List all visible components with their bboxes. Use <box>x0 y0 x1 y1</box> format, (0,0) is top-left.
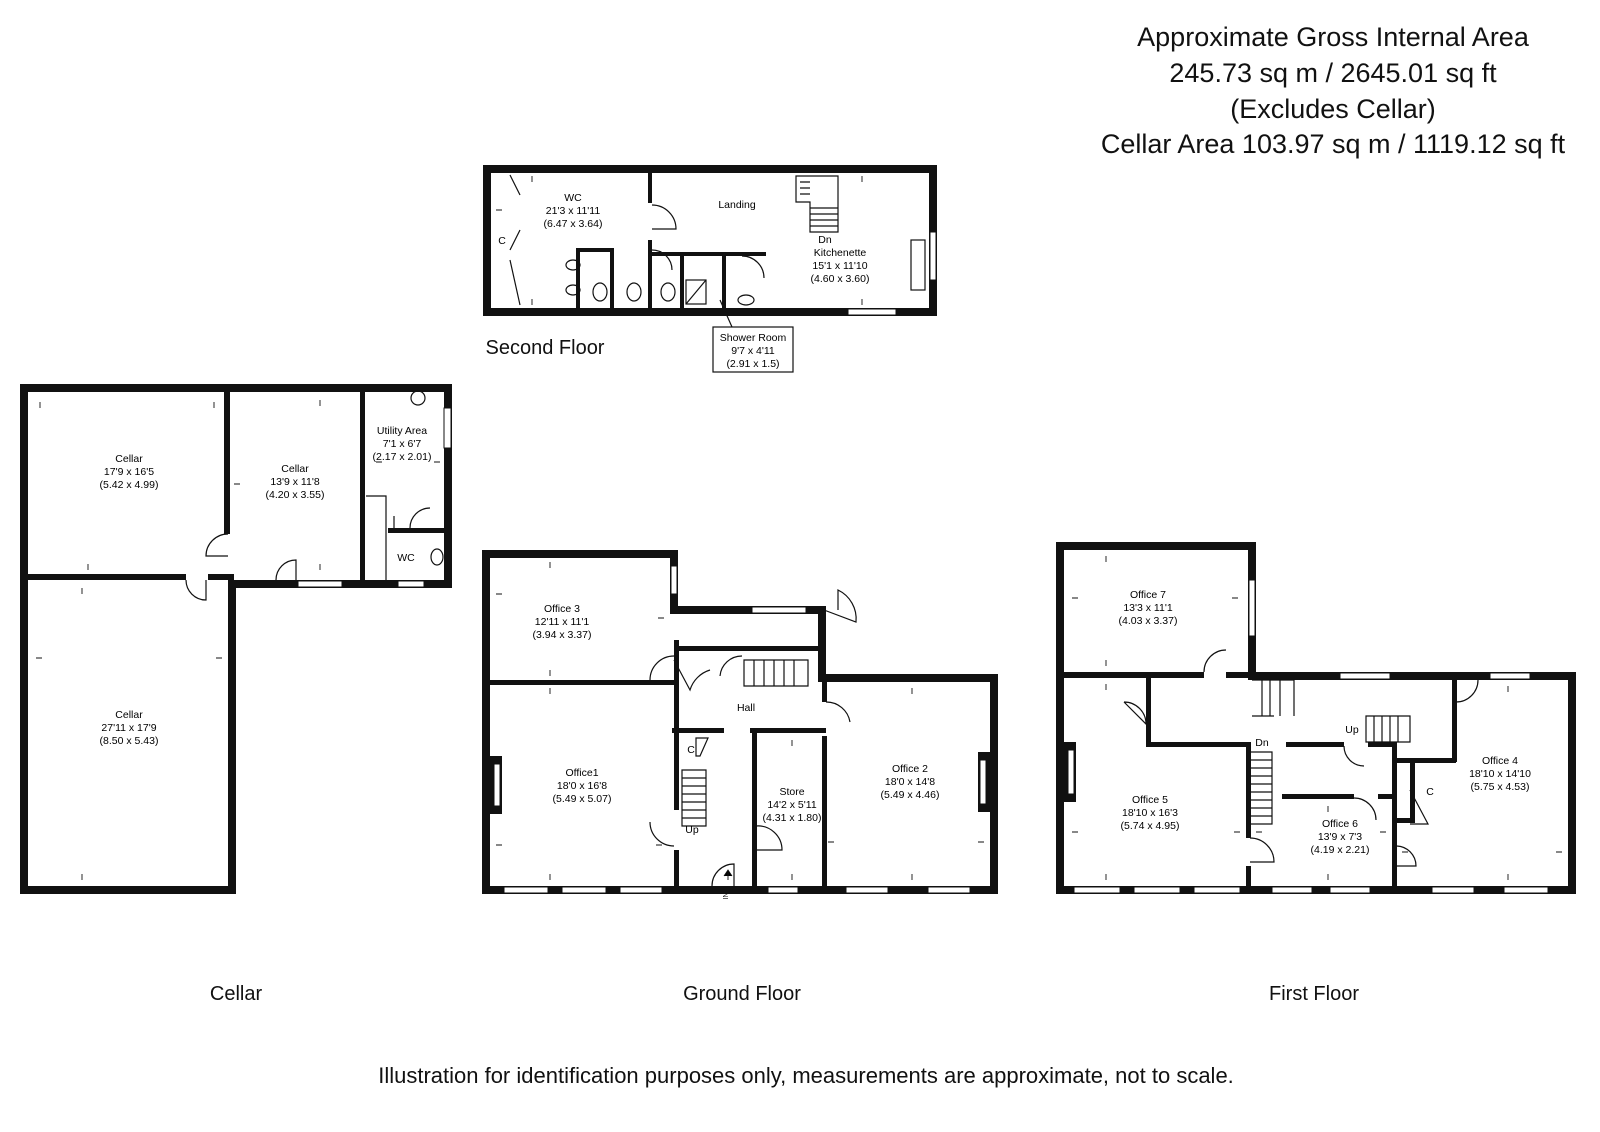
area-line-2: 245.73 sq m / 2645.01 sq ft <box>1169 58 1497 88</box>
hall-label: Hall <box>736 702 756 714</box>
office4-metric: (5.75 x 4.53) <box>1470 781 1530 793</box>
sf-dn-label: Dn <box>818 234 832 246</box>
office5-imperial: 18'10 x 16'3 <box>1122 807 1178 819</box>
ground-floor-plan <box>482 550 998 900</box>
office3-imperial: 12'11 x 11'1 <box>534 616 590 628</box>
cellar-wc-label: WC <box>397 552 415 564</box>
cellar-title: Cellar <box>209 983 263 1005</box>
gf-cupboard-label: C <box>687 744 695 756</box>
office1-name: Office1 <box>565 767 599 779</box>
office2-imperial: 18'0 x 14'8 <box>884 776 936 788</box>
ff-cupboard-label: C <box>1426 786 1434 798</box>
cellar-a-metric: (5.42 x 4.99) <box>99 479 159 491</box>
second-floor-title: Second Floor <box>485 337 605 359</box>
office7-name: Office 7 <box>1130 589 1166 601</box>
ground-floor-title: Ground Floor <box>683 983 801 1005</box>
sf-kitchenette-name: Kitchenette <box>813 247 867 259</box>
disclaimer-text: Illustration for identification purposes only, measurements are approximate, not to scale. <box>378 1063 1234 1088</box>
cellar-c-name: Cellar <box>115 709 143 721</box>
cellar-c-metric: (8.50 x 5.43) <box>99 735 159 747</box>
sf-wc-metric: (6.47 x 3.64) <box>543 218 603 230</box>
first-floor-title: First Floor <box>1269 983 1359 1005</box>
sf-kitchenette-metric: (4.60 x 3.60) <box>810 273 870 285</box>
ff-dn-label: Dn <box>1255 737 1269 749</box>
office1-imperial: 18'0 x 16'8 <box>556 780 608 792</box>
office7-imperial: 13'3 x 11'1 <box>1123 602 1173 614</box>
sf-shower-name: Shower Room <box>719 332 787 344</box>
office6-metric: (4.19 x 2.21) <box>1310 844 1370 856</box>
office5-metric: (5.74 x 4.95) <box>1120 820 1180 832</box>
office4-name: Office 4 <box>1482 755 1518 767</box>
store-metric: (4.31 x 1.80) <box>762 812 822 824</box>
office3-name: Office 3 <box>544 603 580 615</box>
office2-name: Office 2 <box>892 763 928 775</box>
store-name: Store <box>779 786 805 798</box>
office7-metric: (4.03 x 3.37) <box>1118 615 1178 627</box>
first-floor-plan <box>1056 542 1576 894</box>
area-line-4: Cellar Area 103.97 sq m / 1119.12 sq ft <box>1100 129 1566 159</box>
store-imperial: 14'2 x 5'11 <box>767 799 817 811</box>
cellar-plan <box>20 384 452 894</box>
sf-wc-name: WC <box>564 192 582 204</box>
area-summary <box>1101 22 1566 159</box>
office6-name: Office 6 <box>1322 818 1358 830</box>
sf-cupboard-label: C <box>498 235 506 247</box>
cellar-b-imperial: 13'9 x 11'8 <box>270 476 320 488</box>
ff-up-label: Up <box>1345 724 1359 736</box>
area-line-1: Approximate Gross Internal Area <box>1137 22 1529 52</box>
cellar-c-imperial: 27'11 x 17'9 <box>101 722 157 734</box>
office5-name: Office 5 <box>1132 794 1168 806</box>
area-line-3: (Excludes Cellar) <box>1230 94 1436 124</box>
sf-kitchenette-imperial: 15'1 x 11'10 <box>812 260 868 272</box>
cellar-b-metric: (4.20 x 3.55) <box>265 489 325 501</box>
entrance-label: IN <box>723 892 730 900</box>
office6-imperial: 13'9 x 7'3 <box>1317 831 1363 843</box>
sf-shower-metric: (2.91 x 1.5) <box>726 358 780 370</box>
utility-name: Utility Area <box>376 425 428 437</box>
cellar-a-name: Cellar <box>115 453 143 465</box>
office1-metric: (5.49 x 5.07) <box>552 793 612 805</box>
sf-wc-imperial: 21'3 x 11'11 <box>545 205 601 217</box>
sf-landing-label: Landing <box>718 199 756 211</box>
office2-metric: (5.49 x 4.46) <box>880 789 940 801</box>
cellar-b-name: Cellar <box>281 463 309 475</box>
utility-imperial: 7'1 x 6'7 <box>382 438 422 450</box>
office4-imperial: 18'10 x 14'10 <box>1469 768 1531 780</box>
sf-shower-imperial: 9'7 x 4'11 <box>731 345 775 357</box>
utility-metric: (2.17 x 2.01) <box>372 451 432 463</box>
cellar-a-imperial: 17'9 x 16'5 <box>103 466 155 478</box>
gf-up-label: Up <box>685 824 699 836</box>
office3-metric: (3.94 x 3.37) <box>532 629 592 641</box>
